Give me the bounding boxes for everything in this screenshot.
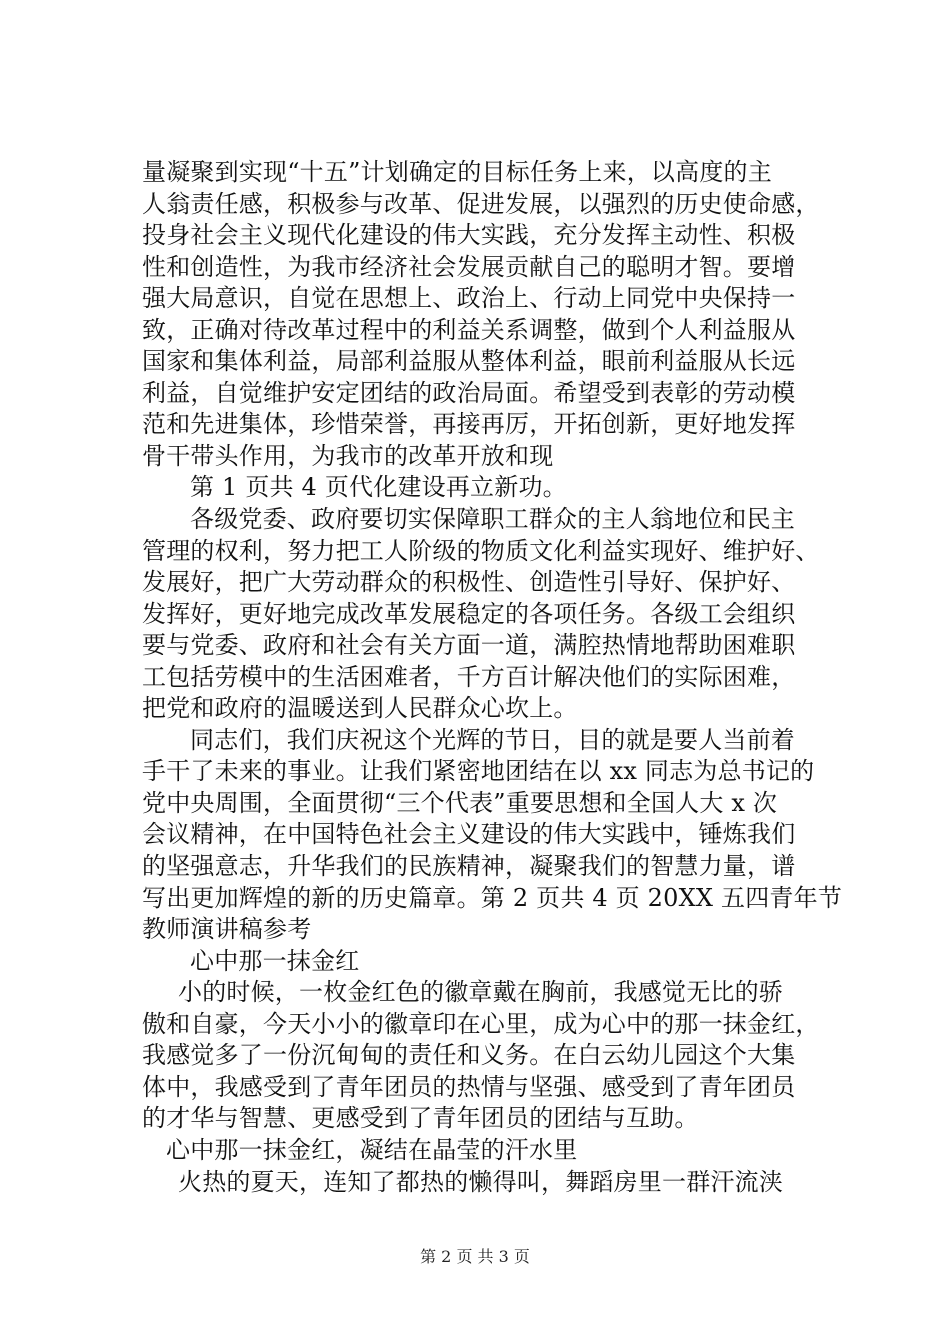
text-line: 手干了未来的事业。让我们紧密地团结在以 xx 同志为总书记的	[142, 757, 815, 786]
text-line: 我感觉多了一份沉甸甸的责任和义务。在白云幼儿园这个大集	[142, 1041, 796, 1070]
text-line: 骨干带头作用，为我市的改革开放和现	[142, 441, 554, 470]
text-line: 火热的夏天，连知了都热的懒得叫，舞蹈房里一群汗流浃	[178, 1167, 783, 1196]
text-line: 范和先进集体，珍惜荣誉，再接再厉，开拓创新，更好地发挥	[142, 410, 796, 439]
text-line: 的才华与智慧、更感受到了青年团员的团结与互助。	[142, 1104, 699, 1133]
text-line: 心中那一抹金红	[190, 946, 360, 975]
text-line: 的坚强意志，升华我们的民族精神，凝聚我们的智慧力量，谱	[142, 852, 796, 881]
text-line: 党中央周围，全面贯彻“三个代表”重要思想和全国人大 x 次	[142, 788, 778, 817]
text-line: 强大局意识，自觉在思想上、政治上、行动上同党中央保持一	[142, 284, 796, 313]
text-line: 第 1 页共 4 页代化建设再立新功。	[190, 473, 567, 502]
text-line: 国家和集体利益，局部利益服从整体利益，眼前利益服从长远	[142, 347, 796, 376]
text-line: 性和创造性，为我市经济社会发展贡献自己的聪明才智。要增	[142, 252, 796, 281]
text-line: 同志们，我们庆祝这个光辉的节日，目的就是要人当前着	[190, 725, 795, 754]
text-line: 发展好，把广大劳动群众的积极性、创造性引导好、保护好、	[142, 568, 796, 597]
text-line: 发挥好，更好地完成改革发展稳定的各项任务。各级工会组织	[142, 599, 796, 628]
text-line: 投身社会主义现代化建设的伟大实践，充分发挥主动性、积极	[142, 221, 796, 250]
text-line: 量凝聚到实现“十五”计划确定的目标任务上来，以高度的主	[142, 158, 772, 186]
text-line: 人翁责任感，积极参与改革、促进发展，以强烈的历史使命感，	[142, 189, 820, 218]
text-line: 会议精神，在中国特色社会主义建设的伟大实践中，锤炼我们	[142, 820, 796, 849]
text-line: 小的时候，一枚金红色的徽章戴在胸前，我感觉无比的骄	[178, 978, 783, 1007]
text-line: 利益，自觉维护安定团结的政治局面。希望受到表彰的劳动模	[142, 378, 796, 407]
text-line: 体中，我感受到了青年团员的热情与坚强、感受到了青年团员	[142, 1072, 796, 1101]
text-line: 傲和自豪，今天小小的徽章印在心里，成为心中的那一抹金红，	[142, 1009, 820, 1038]
page-footer: 第 2 页 共 3 页	[420, 1247, 530, 1266]
text-line: 各级党委、政府要切实保障职工群众的主人翁地位和民主	[190, 505, 795, 534]
document-body	[142, 157, 843, 1198]
text-line: 要与党委、政府和社会有关方面一道，满腔热情地帮助困难职	[142, 631, 796, 660]
text-line: 工包括劳模中的生活困难者，千方百计解决他们的实际困难，	[142, 662, 796, 691]
text-line: 把党和政府的温暖送到人民群众心坎上。	[142, 694, 578, 723]
text-line: 教师演讲稿参考	[142, 915, 312, 944]
text-line: 致，正确对待改革过程中的利益关系调整，做到个人利益服从	[142, 315, 796, 344]
text-line: 管理的权利，努力把工人阶级的物质文化利益实现好、维护好、	[142, 536, 820, 565]
text-line: 写出更加辉煌的新的历史篇章。第 2 页共 4 页 20XX 五四青年节	[142, 883, 843, 912]
text-line: 心中那一抹金红，凝结在晶莹的汗水里	[166, 1135, 578, 1164]
